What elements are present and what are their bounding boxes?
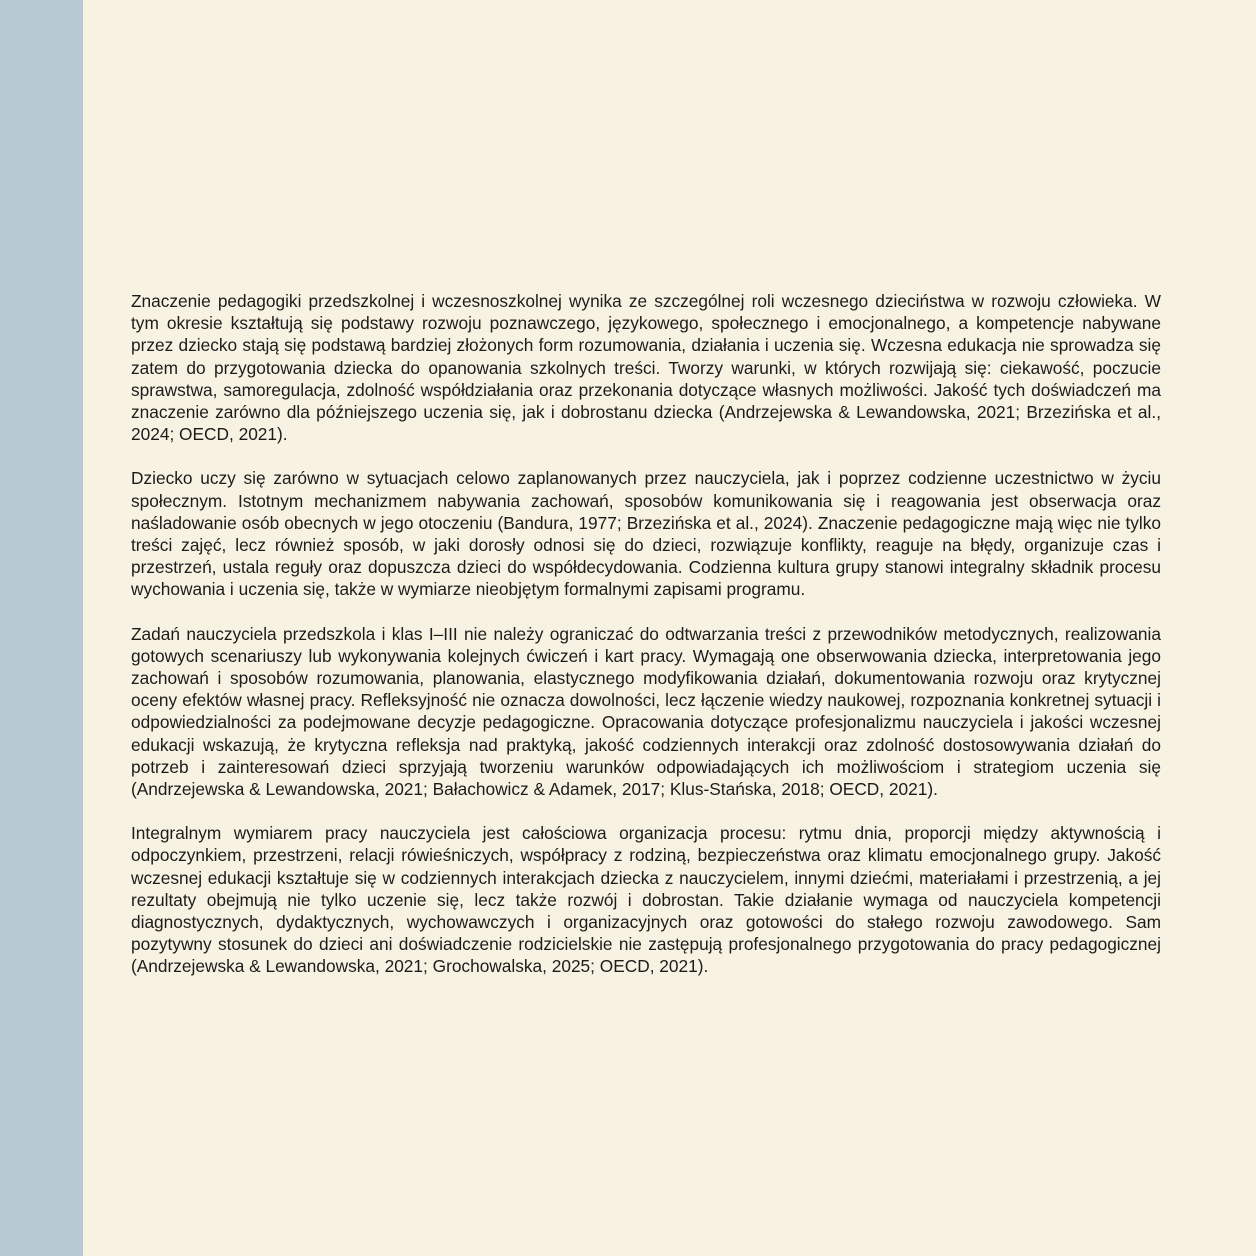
document-body: [131, 290, 1161, 1000]
side-bar: [0, 0, 83, 1256]
paragraph-2: Dziecko uczy się zarówno w sytuacjach celowo zaplanowanych przez nauczyciela, jak i poprzez codzienne uczestnictwo w życiu społecznym. Istotnym mechanizmem nabywania zachowań, sposobów komunikowania się i reagowania jest obserwacja oraz naśladowanie osób obecnych w jego otoczeniu (Bandura, 1977; Brzezińska et al., 2024). Znaczenie pedagogiczne mają więc nie tylko treści zajęć, lecz również sposób, w jaki dorosły odnosi się do dzieci, rozwiązuje konflikty, reaguje na błędy, organizuje czas i przestrzeń, ustala reguły oraz dopuszcza dzieci do współdecydowania. Codzienna kultura grupy stanowi integralny składnik procesu wychowania i uczenia się, także w wymiarze nieobjętym formalnymi zapisami programu.: [131, 468, 1161, 600]
paragraph-4: Integralnym wymiarem pracy nauczyciela jest całościowa organizacja procesu: rytmu dnia, proporcji między aktywnością i odpoczynkiem, przestrzeni, relacji rówieśniczych, współpracy z rodziną, bezpieczeństwa oraz klimatu emocjonalnego grupy. Jakość wczesnej edukacji kształtuje się w codziennych interakcjach dziecka z nauczycielem, innymi dziećmi, materiałami i przestrzenią, a jej rezultaty obejmują nie tylko uczenie się, lecz także rozwój i dobrostan. Takie działanie wymaga od nauczyciela kompetencji diagnostycznych, dydaktycznych, wychowawczych i organizacyjnych oraz gotowości do stałego rozwoju zawodowego. Sam pozytywny stosunek do dzieci ani doświadczenie rodzicielskie nie zastępują profesjonalnego przygotowania do pracy pedagogicznej (Andrzejewska & Lewandowska, 2021; Grochowalska, 2025; OECD, 2021).: [131, 823, 1161, 977]
paragraph-1: Znaczenie pedagogiki przedszkolnej i wczesnoszkolnej wynika ze szczególnej roli wczesnego dzieciństwa w rozwoju człowieka. W tym okresie kształtują się podstawy rozwoju poznawczego, językowego, społecznego i emocjonalnego, a kompetencje nabywane przez dziecko stają się podstawą bardziej złożonych form rozumowania, działania i uczenia się. Wczesna edukacja nie sprowadza się zatem do przygotowania dziecka do opanowania szkolnych treści. Tworzy warunki, w których rozwijają się: ciekawość, poczucie sprawstwa, samoregulacja, zdolność współdziałania oraz przekonania dotyczące własnych możliwości. Jakość tych doświadczeń ma znaczenie zarówno dla późniejszego uczenia się, jak i dobrostanu dziecka (Andrzejewska & Lewandowska, 2021; Brzezińska et al., 2024; OECD, 2021).: [131, 291, 1161, 445]
paragraph-3: Zadań nauczyciela przedszkola i klas I–III nie należy ograniczać do odtwarzania treści z przewodników metodycznych, realizowania gotowych scenariuszy lub wykonywania kolejnych ćwiczeń i kart pracy. Wymagają one obserwowania dziecka, interpretowania jego zachowań i sposobów rozumowania, planowania, elastycznego modyfikowania działań, dokumentowania rozwoju oraz krytycznej oceny efektów własnej pracy. Refleksyjność nie oznacza dowolności, lecz łączenie wiedzy naukowej, rozpoznania konkretnej sytuacji i odpowiedzialności za podejmowane decyzje pedagogiczne. Opracowania dotyczące profesjonalizmu nauczyciela i jakości wczesnej edukacji wskazują, że krytyczna refleksja nad praktyką, jakość codziennych interakcji oraz zdolność dostosowywania działań do potrzeb i zainteresowań dzieci sprzyjają tworzeniu warunków odpowiadających ich możliwościom i strategiom uczenia się (Andrzejewska & Lewandowska, 2021; Bałachowicz & Adamek, 2017; Klus-Stańska, 2018; OECD, 2021).: [131, 623, 1161, 800]
